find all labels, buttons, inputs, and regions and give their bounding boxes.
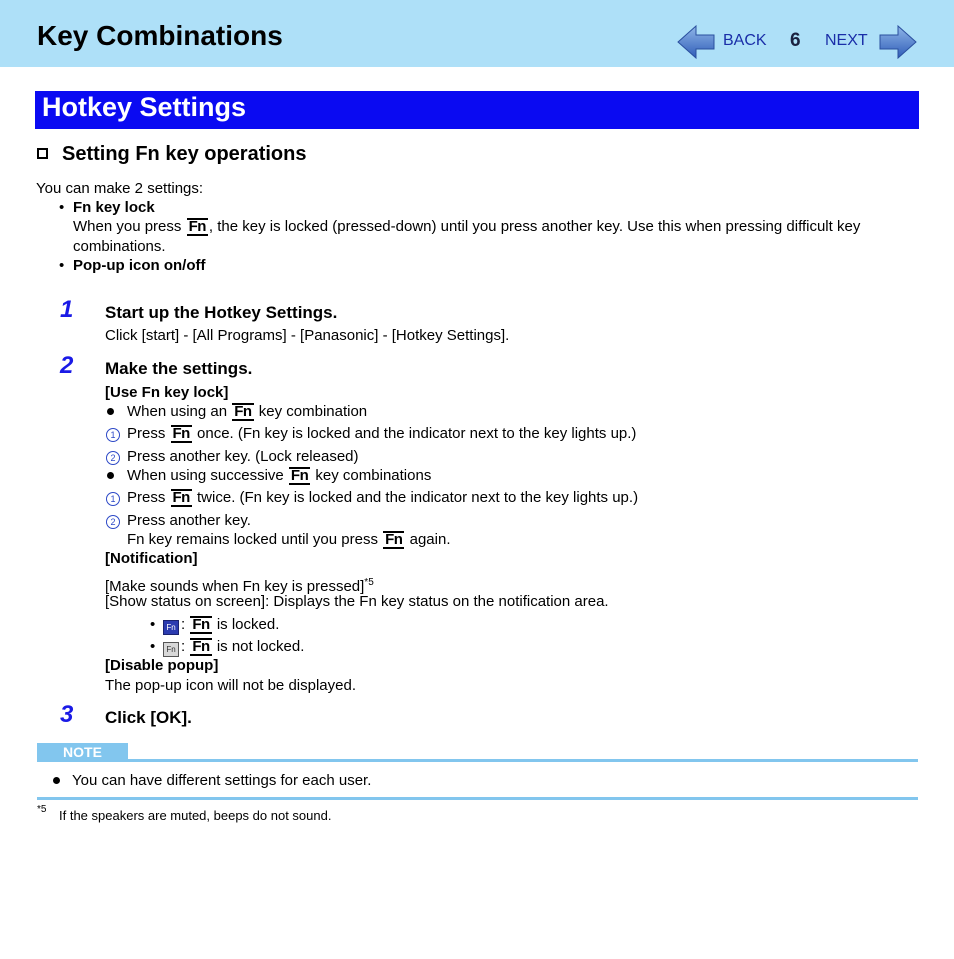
fn-key-icon: Fn <box>172 489 190 506</box>
bullet-small-icon: • <box>59 199 65 216</box>
step-title: Click [OK]. <box>105 708 192 727</box>
bullet1-step1 <box>127 425 636 443</box>
bullet-dot-icon <box>107 472 114 479</box>
page-number: 6 <box>790 30 801 51</box>
fn-key-icon: Fn <box>192 616 210 633</box>
fn-key-icon: Fn <box>192 638 210 655</box>
bullet2-text <box>127 467 431 485</box>
intro-item1-text-a: When you press <box>73 218 182 235</box>
intro-item1-text-c: combinations. <box>73 238 166 255</box>
bullet2-text-b: key combinations <box>315 467 432 484</box>
fn-key-icon: Fn <box>172 425 190 442</box>
bullet-small-icon: • <box>150 616 156 633</box>
bullet2-text-a: When using successive <box>127 467 284 484</box>
intro-lead: You can make 2 settings: <box>36 180 204 197</box>
bullet1-step1-b: once. (Fn key is locked and the indicator next to the key lights up.) <box>197 425 637 442</box>
fn-key-icon: Fn <box>290 467 309 484</box>
fn-key-icon: Fn <box>188 218 206 235</box>
circled-number-icon: 1 <box>106 492 120 506</box>
fn-unlocked-tray-icon: Fn <box>163 642 179 657</box>
intro-item2-title: Pop-up icon on/off <box>73 257 206 274</box>
notification-heading: [Notification] <box>105 550 198 567</box>
fn-key-icon: Fn <box>234 403 252 420</box>
bullet-small-icon: • <box>150 638 156 655</box>
note-item: You can have different settings for each user. <box>72 772 372 789</box>
next-arrow-icon[interactable] <box>878 24 918 60</box>
section-banner <box>35 91 919 129</box>
square-bullet-icon <box>37 148 48 159</box>
bullet1-step1-a: Press <box>127 425 166 442</box>
status-unlocked-text: is not locked. <box>216 638 305 655</box>
note-divider <box>37 797 918 800</box>
circled-number-icon: 1 <box>106 428 120 442</box>
bullet-small-icon: • <box>59 257 65 274</box>
intro-item1-text-b: , the key is locked (pressed-down) until you press another key. Use this when pressing difficult key <box>208 218 861 235</box>
bullet1-step2: Press another key. (Lock released) <box>127 448 359 465</box>
disable-popup-text: The pop-up icon will not be displayed. <box>105 677 356 694</box>
note-divider <box>37 759 918 762</box>
bullet1-text-b: key combination <box>258 403 368 420</box>
section-heading-text: Setting Fn key operations <box>62 143 307 165</box>
back-arrow-icon[interactable] <box>676 24 716 60</box>
note-box <box>37 743 918 762</box>
section-heading <box>37 143 306 166</box>
note-label: NOTE <box>37 743 128 761</box>
status-locked-text: is locked. <box>216 616 280 633</box>
footnote-mark: *5 <box>37 804 47 815</box>
page-header <box>0 0 954 67</box>
bullet2-step1-a: Press <box>127 489 166 506</box>
bullet2-remain-a: Fn key remains locked until you press <box>127 531 378 548</box>
bullet2-step1 <box>127 489 638 507</box>
banner-title: Hotkey Settings <box>42 92 247 122</box>
step-text: Click [start] - [All Programs] - [Panasonic] - [Hotkey Settings]. <box>105 327 510 344</box>
back-button[interactable]: BACK <box>723 32 767 49</box>
bullet2-step2: Press another key. <box>127 512 251 529</box>
bullet-dot-icon <box>53 777 60 784</box>
step-number: 1 <box>60 296 74 323</box>
step-title: Start up the Hotkey Settings. <box>105 303 338 322</box>
bullet1-text <box>127 403 367 421</box>
circled-number-icon: 2 <box>106 515 120 529</box>
step-number: 3 <box>60 701 74 728</box>
notification-status: [Show status on screen]: Displays the Fn key status on the notification area. <box>105 593 609 610</box>
next-button[interactable]: NEXT <box>825 32 868 49</box>
fn-key-icon: Fn <box>385 531 403 548</box>
page-title: Key Combinations <box>37 20 283 51</box>
bullet-dot-icon <box>107 408 114 415</box>
bullet2-remain-b: again. <box>409 531 451 548</box>
step-number: 2 <box>60 352 74 379</box>
disable-popup-heading: [Disable popup] <box>105 657 219 674</box>
use-fn-heading: [Use Fn key lock] <box>105 384 229 401</box>
bullet2-remain <box>127 531 451 549</box>
bullet1-text-a: When using an <box>127 403 228 420</box>
status-locked-row: Fn : Fn is locked. <box>163 616 279 635</box>
intro-item1-title: Fn key lock <box>73 199 155 216</box>
circled-number-icon: 2 <box>106 451 120 465</box>
status-unlocked-row: Fn : Fn is not locked. <box>163 638 304 657</box>
bullet2-step1-b: twice. (Fn key is locked and the indicator next to the key lights up.) <box>197 489 639 506</box>
notification-sound-text: [Make sounds when Fn key is pressed] <box>105 578 365 595</box>
intro-item1-text <box>73 218 860 236</box>
footnote-ref: *5 <box>364 577 374 588</box>
step-title: Make the settings. <box>105 359 253 378</box>
footnote-text: If the speakers are muted, beeps do not sound. <box>59 808 332 823</box>
fn-locked-tray-icon: Fn <box>163 620 179 635</box>
